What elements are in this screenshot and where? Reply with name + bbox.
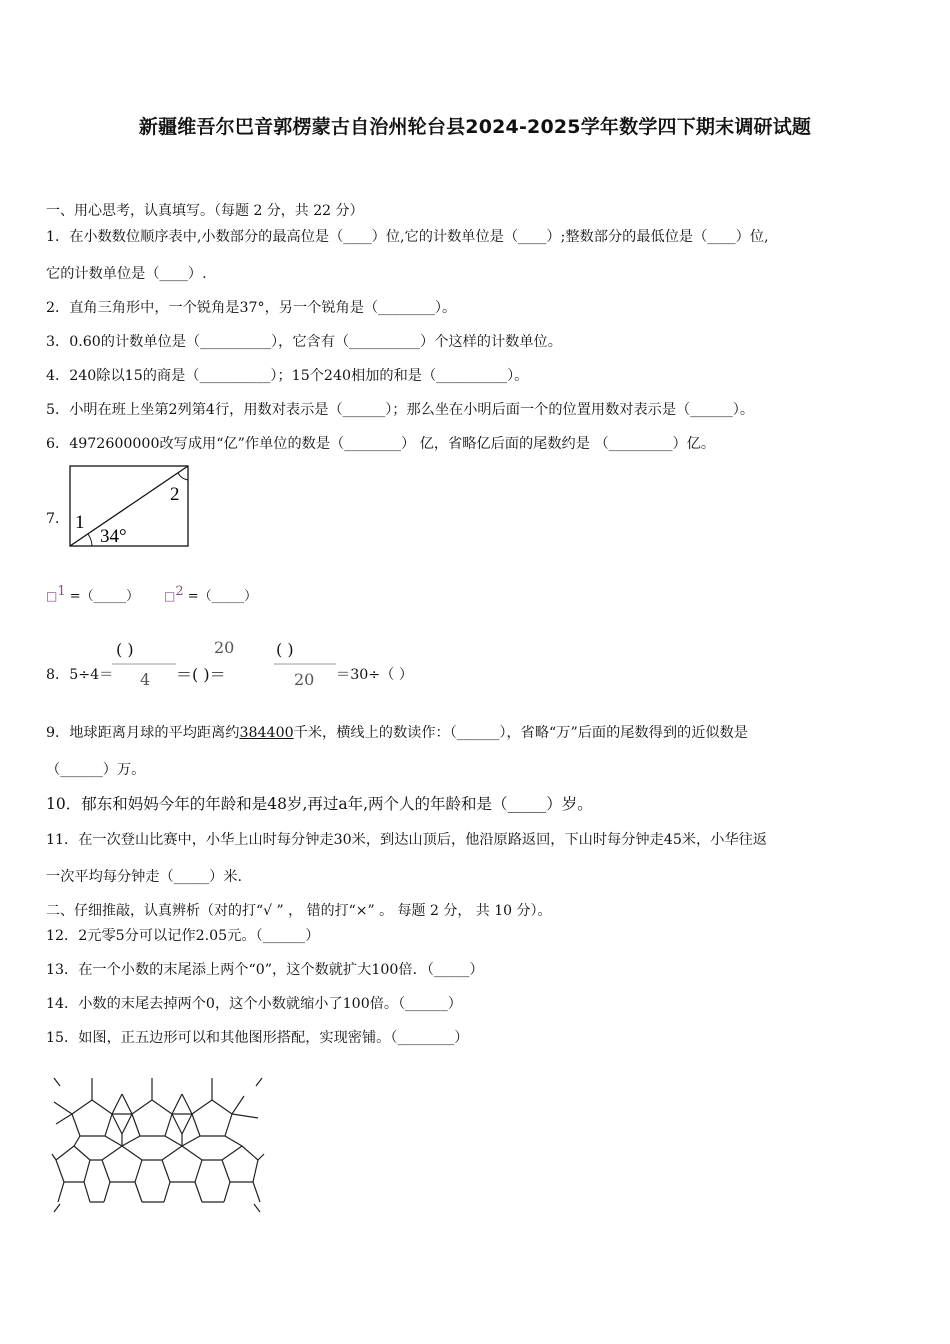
fraction-3-denominator: 20 — [294, 670, 315, 689]
angle-degree-label: 34° — [100, 526, 127, 547]
pentagon-tiling-figure — [50, 1074, 266, 1216]
fraction-1-numerator: ( ) — [116, 640, 134, 659]
angle-1-answer: □1 =（_____） — [46, 584, 140, 604]
section-1-heading: 一、用心思考，认真填写。（每题 2 分，共 22 分） — [46, 203, 364, 219]
question-1-line-2: 它的计数单位是（____）. — [46, 266, 207, 282]
question-12: 12．2元零5分可以记作2.05元。（______） — [46, 928, 320, 944]
fraction-1-denominator: 4 — [140, 670, 151, 689]
question-13: 13．在一个小数的末尾添上两个“0”，这个数就扩大100倍．（_____） — [46, 962, 484, 978]
question-8-suffix: ＝30÷（ ） — [336, 667, 414, 683]
question-5: 5．小明在班上坐第2列第4行，用数对表示是（______）；那么坐在小明后面一个的位置用数对表示是（______）。 — [46, 402, 755, 418]
angle-2-label: 2 — [170, 484, 180, 505]
question-7-number: 7． — [46, 511, 70, 527]
question-1-line-1: 1．在小数数位顺序表中,小数部分的最高位是（____）位,它的计数单位是（____）;整数部分的最低位是（____）位, — [46, 229, 769, 245]
question-2: 2．直角三角形中，一个锐角是37°，另一个锐角是（________）。 — [46, 300, 457, 316]
question-14: 14．小数的末尾去掉两个0，这个小数就缩小了100倍。（______） — [46, 996, 462, 1012]
underlined-number: 384400 — [239, 725, 294, 741]
angle-2-answer: □2 =（_____） — [164, 584, 258, 604]
question-8: 8．5÷4＝ ( ) 4 ＝( )＝ 20 ( ) 20 ＝30÷（ ） — [46, 638, 414, 689]
question-11-line-2: 一次平均每分钟走（_____）米. — [46, 869, 243, 885]
question-11-line-1: 11．在一次登山比赛中，小华上山时每分钟走30米，到达山顶后，他沿原路返回，下山时每分钟走45米，小华往返 — [46, 832, 767, 848]
fraction-3-numerator: ( ) — [276, 640, 294, 659]
page-title: 新疆维吾尔巴音郭楞蒙古自治州轮台县2024-2025学年数学四下期末调研试题 — [138, 116, 812, 138]
question-10: 10．郁东和妈妈今年的年龄和是48岁,再过a年,两个人的年龄和是（_____）岁。 — [46, 795, 593, 813]
fraction-2-numerator: 20 — [214, 638, 235, 657]
equals-blank: ＝( )＝ — [176, 665, 226, 684]
question-6: 6．4972600000改写成用“亿”作单位的数是（________） 亿，省略亿后面的尾数约是 （_________）亿。 — [46, 436, 716, 452]
question-9-line-2: （______）万。 — [46, 762, 146, 778]
question-9-line-1: 9．地球距离月球的平均距离约384400千米，横线上的数读作：（______），省略“万”后面的尾数得到的近似数是 — [46, 725, 748, 741]
rectangle-diagonal-figure — [66, 462, 192, 550]
section-2-heading: 二、仔细推敲，认真辨析（对的打“√ ” ， 错的打“×” 。 每题 2 分， 共 10 分）。 — [46, 903, 552, 919]
question-3: 3．0.60的计数单位是（__________），它含有（__________）个这样的计数单位。 — [46, 334, 562, 350]
question-4: 4．240除以15的商是（__________）；15个240相加的和是（__________）。 — [46, 368, 529, 384]
angle-1-label: 1 — [75, 512, 85, 533]
question-15: 15．如图，正五边形可以和其他图形搭配，实现密铺。（________） — [46, 1030, 469, 1046]
